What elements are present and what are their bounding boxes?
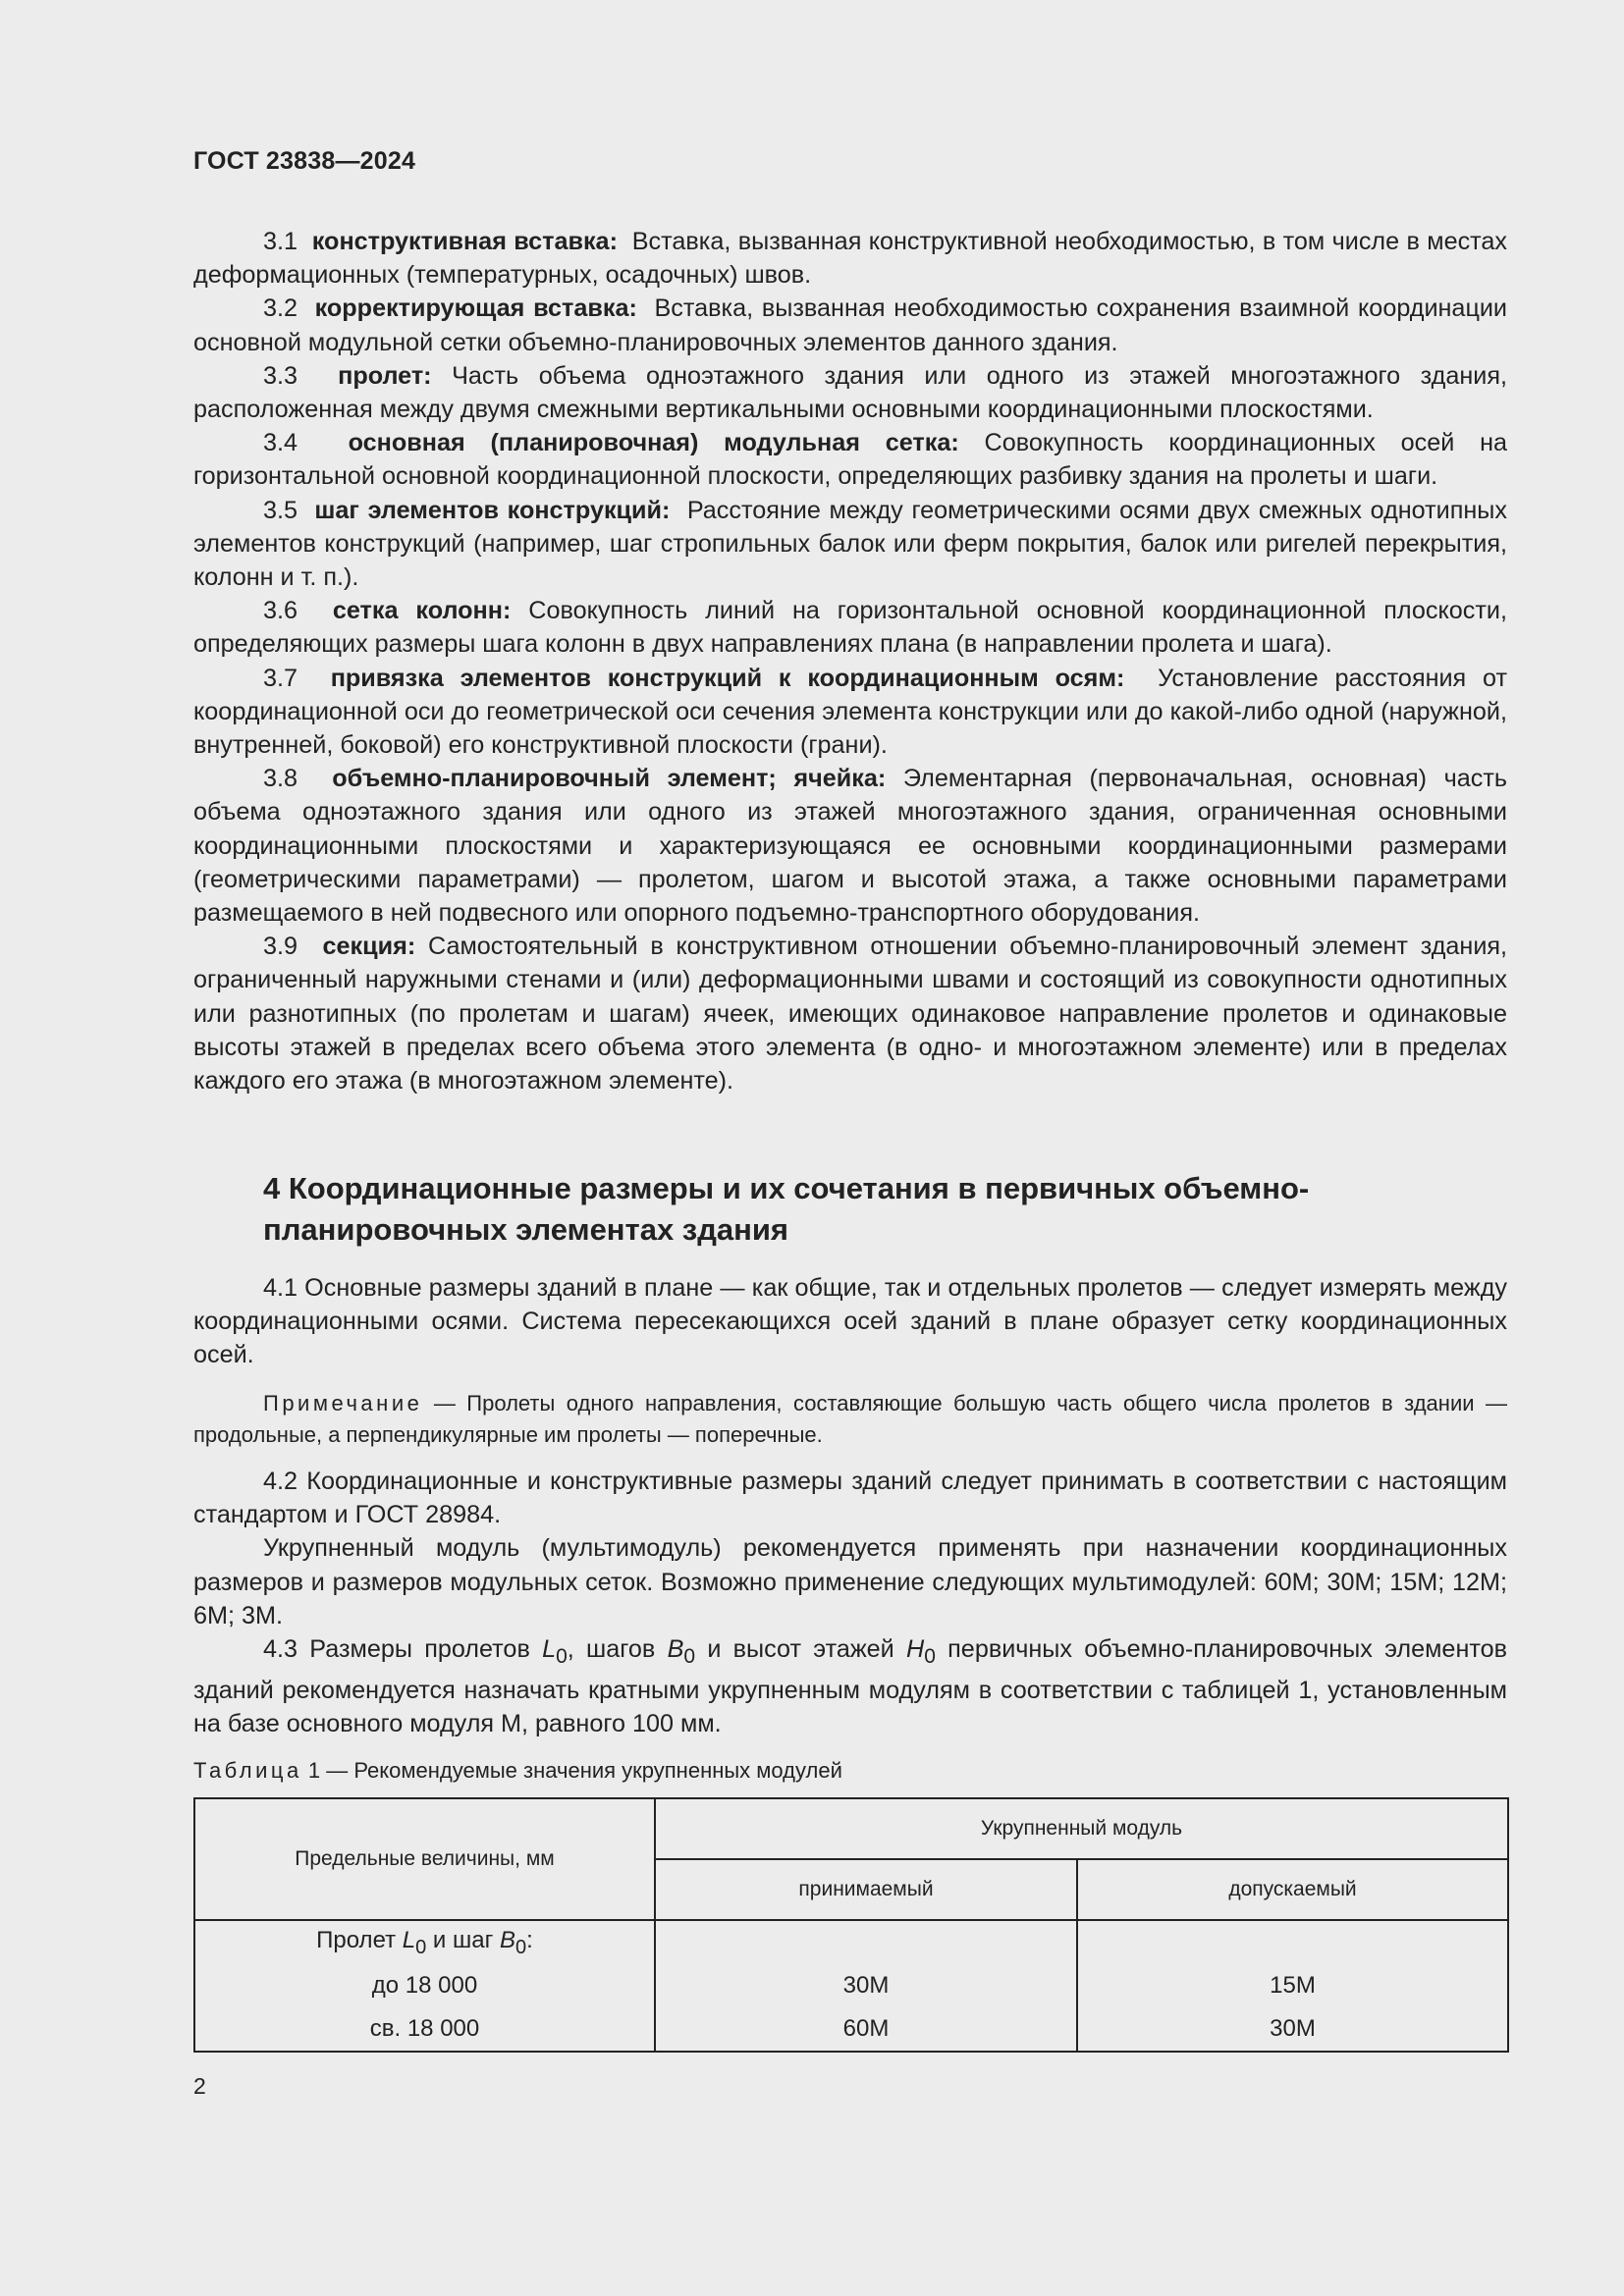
term-3-1: 3.1 конструктивная вставка: Вставка, вызванная конструктивной необходимостью, в том числе в местах деформационных (температурных, осадочных) швов. bbox=[193, 228, 1508, 290]
table-row: до 18 000 30М 15М bbox=[194, 1964, 1508, 2007]
terms-section bbox=[193, 225, 1507, 1097]
column-group-header: Укрупненный модуль bbox=[655, 1798, 1508, 1859]
document-code: ГОСТ 23838—2024 bbox=[193, 147, 416, 175]
term-3-9: 3.9 секция: Самостоятельный в конструктивном отношении объемно-планировочный элемент здания, ограниченный наружными стенами и (или) деформационными швами и состоящий из совокупности однотипных или разнотипных (по пролетам и шагам) ячеек, имеющих одинаковое направление пролетов и одинаковые высоты этажей в пределах всего объема этого элемента (в одно- и многоэтажном элементе) или в пределах каждого его этажа (в многоэтажном элементе). bbox=[193, 933, 1508, 1095]
term-3-7: 3.7 привязка элементов конструкций к координационным осям: Установление расстояния от координационной оси до геометрической оси сечения элемента конструкции или до какой-либо одной (наружной, внутренней, боковой) его конструктивной плоскости (грани). bbox=[193, 664, 1508, 760]
paragraph-4-3: 4.3 Размеры пролетов $L_0$, шагов $B_0$ и высот этажей $H_0$ первичных объемно-планировочных элементов зданий рекомендуется назначать кратными укрупненным модулям в соответствии с таблицей 1, установленным на базе основного модуля М, равного 100 мм. bbox=[193, 1635, 1507, 1738]
paragraph-multimodule: Укрупненный модуль (мультимодуль) рекомендуется применять при назначении координационных размеров и размеров модульных сеток. Возможно применение следующих мультимодулей: 60М; 30М; 15М; 12М; 6М; 3М. bbox=[193, 1534, 1507, 1629]
table-caption: Таблица 1 — Рекомендуемые значения укрупненных модулей bbox=[193, 1758, 842, 1783]
table-row: св. 18 000 60М 30М bbox=[194, 2007, 1508, 2052]
term-3-5: 3.5 шаг элементов конструкций: Расстояние между геометрическими осями двух смежных однотипных элементов конструкций (например, шаг стропильных балок или ферм покрытия, балок или ригелей перекрытия, колонн и т. п.). bbox=[193, 496, 1507, 592]
note-text: — Пролеты одного направления, составляющие большую часть общего числа пролетов в здании — продольные, а перпендикулярные им пролеты — поперечные. bbox=[193, 1391, 1507, 1447]
term-title: корректирующая вставка: bbox=[314, 294, 637, 323]
term-title: основная (планировочная) модульная сетка: bbox=[348, 429, 959, 457]
paragraphs-4-2-4-3 bbox=[193, 1465, 1507, 1741]
term-title: объемно-планировочный элемент; ячейка: bbox=[332, 765, 887, 793]
term-3-6: 3.6 сетка колонн: Совокупность линий на горизонтальной основной координационной плоскости, определяющих размеры шага колонн в двух направлениях плана (в направлении пролета и шага). bbox=[193, 597, 1507, 659]
term-title: секция: bbox=[322, 933, 416, 961]
page-number: 2 bbox=[193, 2073, 206, 2099]
row-group-label: Пролет $L_0$ и шаг $B_0$: bbox=[194, 1920, 655, 1964]
term-3-2: 3.2 корректирующая вставка: Вставка, вызванная необходимостью сохранения взаимной координации основной модульной сетки объемно-планировочных элементов данного здания. bbox=[193, 294, 1508, 356]
column-header-allowed: допускаемый bbox=[1077, 1859, 1508, 1920]
term-3-3: 3.3 пролет: Часть объема одноэтажного здания или одного из этажей многоэтажного здания, расположенная между двумя смежными вертикальными основными координационными плоскостями. bbox=[193, 361, 1507, 424]
column-header-limits: Предельные величины, мм bbox=[194, 1798, 655, 1920]
table-row bbox=[194, 1920, 1508, 1964]
column-header-accepted: принимаемый bbox=[655, 1859, 1077, 1920]
paragraph-4-2: 4.2 Координационные и конструктивные размеры зданий следует принимать в соответствии с настоящим стандартом и ГОСТ 28984. bbox=[193, 1468, 1507, 1529]
section-4-heading: 4 Координационные размеры и их сочетания в первичных объемно-планировочных элементах здания bbox=[263, 1171, 1310, 1247]
term-title: сетка колонн: bbox=[332, 597, 512, 625]
term-3-8: 3.8 объемно-планировочный элемент; ячейка: Элементарная (первоначальная, основная) часть объема одноэтажного здания или одного из этажей многоэтажного здания, ограниченная основными координационными плоскостями и характеризующаяся ее основными координационными размерами (геометрическими параметрами) — пролетом, шагом и высотой этажа, а также основными параметрами размещаемого в ней подвесного или опорного подъемно-транспортного оборудования. bbox=[193, 765, 1508, 928]
paragraph-4-1: 4.1 Основные размеры зданий в плане — как общие, так и отдельных пролетов — следует измерять между координационными осями. Система пересекающихся осей зданий в плане образует сетку координационных осей. bbox=[193, 1274, 1507, 1369]
term-3-4: 3.4 основная (планировочная) модульная сетка: Совокупность координационных осей на горизонтальной основной координационной плоскости, определяющих разбивку здания на пролеты и шаги. bbox=[193, 429, 1507, 491]
modules-table bbox=[193, 1797, 1507, 2056]
term-title: привязка элементов конструкций к координационным осям: bbox=[330, 664, 1125, 692]
note-label: Примечание bbox=[263, 1391, 423, 1415]
term-title: пролет: bbox=[338, 361, 432, 390]
term-title: шаг элементов конструкций: bbox=[314, 496, 671, 524]
note bbox=[193, 1388, 1507, 1451]
term-title: конструктивная вставка: bbox=[311, 228, 618, 255]
